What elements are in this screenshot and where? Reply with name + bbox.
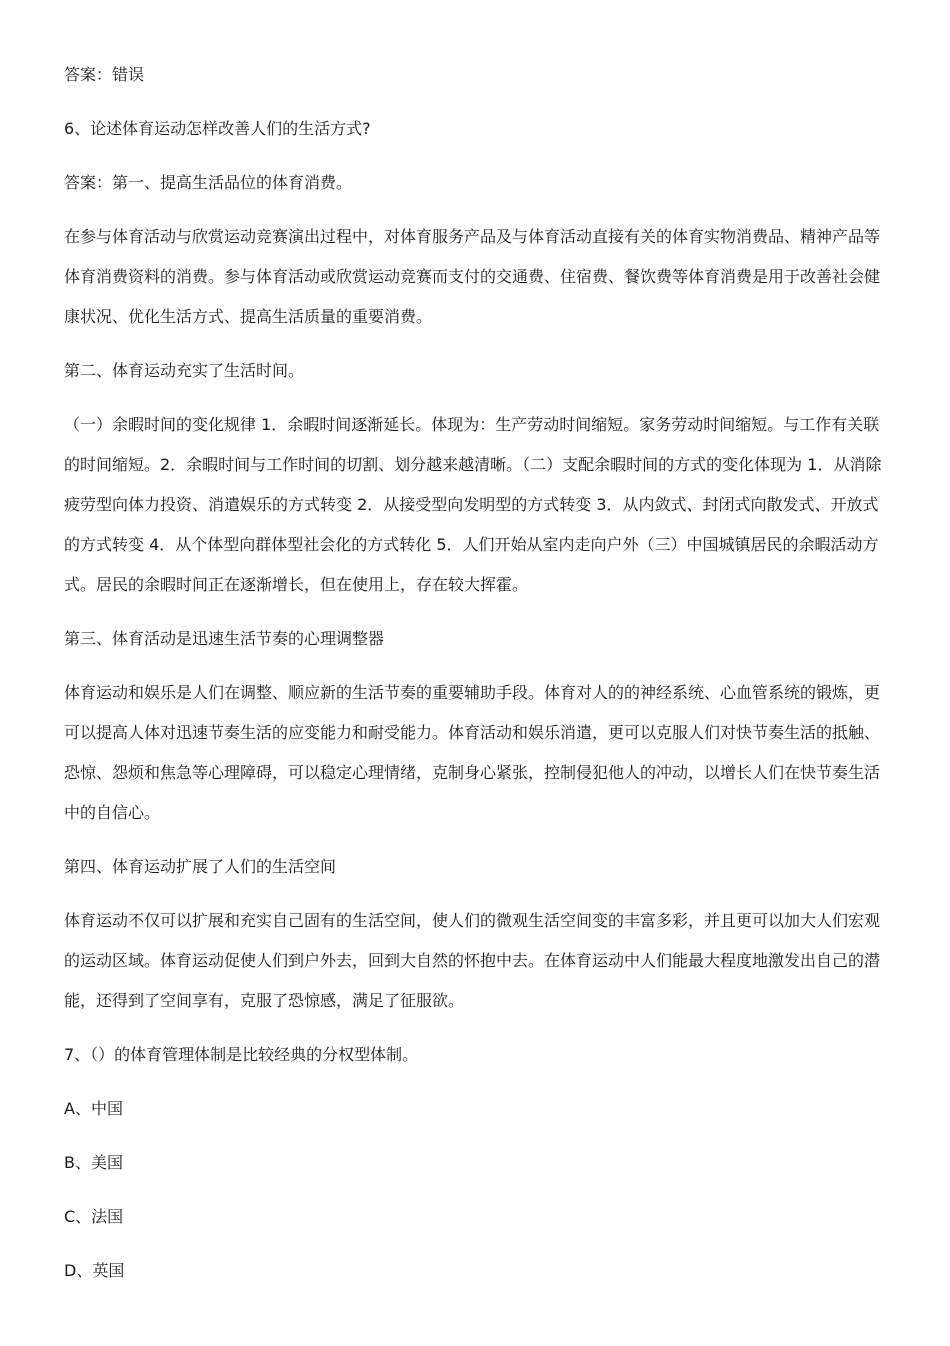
option-a: A、中国 [64, 1099, 123, 1118]
option-c: C、法国 [64, 1207, 124, 1226]
answer-point-3-heading: 第三、体育活动是迅速生活节奏的心理调整器 [64, 629, 385, 648]
answer-point-1-body: 在参与体育活动与欣赏运动竞赛演出过程中，对体育服务产品及与体育活动直接有关的体育实物消费品、精神产品等体育消费资料的消费。参与体育活动或欣赏运动竞赛而支付的交通费、住宿费、餐饮费等体育消费是用于改善社会健康状况、优化生活方式、提高生活质量的重要消费。 [64, 227, 881, 326]
answer-point-3-body: 体育运动和娱乐是人们在调整、顺应新的生活节奏的重要辅助手段。体育对人的的神经系统、心血管系统的锻炼，更可以提高人体对迅速节奏生活的应变能力和耐受能力。体育活动和娱乐消遣，更可以克服人们对快节奏生活的抵触、恐惊、怨烦和焦急等心理障碍，可以稳定心理情绪，克制身心紧张，控制侵犯他人的冲动，以增长人们在快节奏生活中的自信心。 [64, 683, 881, 822]
answer-point-1-heading: 答案：第一、提高生活品位的体育消费。 [64, 173, 353, 192]
answer-point-4-body: 体育运动不仅可以扩展和充实自己固有的生活空间，使人们的微观生活空间变的丰富多彩，并且更可以加大人们宏观的运动区域。体育运动促使人们到户外去，回到大自然的怀抱中去。在体育运动中人们能最大程度地激发出自己的潜能，还得到了空间享有，克服了恐惊感，满足了征服欲。 [64, 911, 881, 1010]
question-7: 7、（）的体育管理体制是比较经典的分权型体制。 [64, 1045, 419, 1064]
option-b: B、美国 [64, 1153, 123, 1172]
option-d: D、英国 [64, 1261, 125, 1280]
document-page [64, 55, 886, 1305]
answer-point-2-body: （一）余暇时间的变化规律 1．余暇时间逐渐延长。体现为：生产劳动时间缩短。家务劳动时间缩短。与工作有关联的时间缩短。2．余暇时间与工作时间的切割、划分越来越清晰。（二）支配余暇时间的方式的变化体现为 1．从消除疲劳型向体力投资、消遣娱乐的方式转变 2．从接受型向发明型的方式转变 3．从内敛式、封闭式向散发式、开放式的方式转变 4．从个体型向群体型社会化的方式转化 5．人们开始从室内走向户外（三）中国城镇居民的余暇活动方式。居民的余暇时间正在逐渐增长，但在使用上，存在较大挥霍。 [64, 415, 882, 594]
answer-point-2-heading: 第二、体育运动充实了生活时间。 [64, 361, 305, 380]
question-6: 6、论述体育运动怎样改善人们的生活方式? [64, 119, 371, 138]
answer-line: 答案：错误 [64, 65, 145, 84]
answer-point-4-heading: 第四、体育运动扩展了人们的生活空间 [64, 857, 337, 876]
